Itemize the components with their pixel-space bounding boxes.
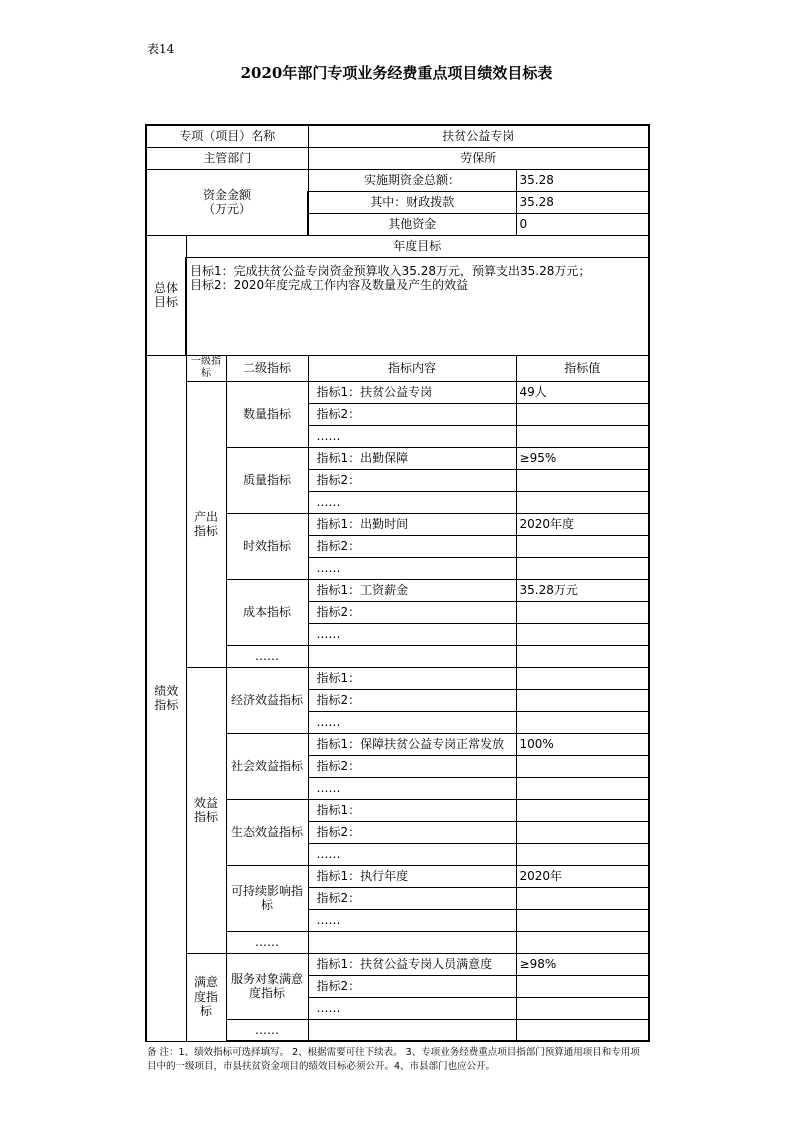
indicator-content: 指标1：工资薪金 [308, 579, 516, 601]
indicator-value [516, 909, 649, 931]
indicator-value: 35.28万元 [516, 579, 649, 601]
funds-label-line1: 资金金额 [203, 187, 252, 202]
indicator-content: 指标2： [308, 535, 516, 557]
empty-cell [516, 1019, 649, 1041]
indicator-content: 指标1： [308, 667, 516, 689]
output-indicator-label: 产出指标 [186, 381, 226, 667]
output-more-ellipsis: …… [226, 645, 308, 667]
indicator-value [516, 403, 649, 425]
sustainable-indicator-label: 可持续影响指标 [226, 865, 308, 931]
footnote: 备 注：1、绩效指标可选择填写。 2、根据需要可往下续表。 3、专项业务经费重点项目指部门预算通用项目和专用项目中的一级项目，市县扶贫资金项目的绩效目标必须公开。4、市县部门也应公开。 [147, 1047, 640, 1073]
economic-indicator-label: 经济效益指标 [226, 667, 308, 733]
indicator-content: 指标1：扶贫公益专岗 [308, 381, 516, 403]
overall-goal-label: 总体目标 [146, 235, 186, 355]
indicator-value: 2020年度 [516, 513, 649, 535]
benefit-indicator-label: 效益指标 [186, 667, 226, 953]
indicator-content: 指标1：保障扶贫公益专岗正常发放 [308, 733, 516, 755]
empty-cell [516, 645, 649, 667]
satisfaction-indicator-label: 满意度指标 [186, 953, 226, 1041]
indicator-value: 100% [516, 733, 649, 755]
indicator-value [516, 821, 649, 843]
funds-other-label: 其他资金 [308, 213, 516, 235]
ecological-indicator-label: 生态效益指标 [226, 799, 308, 865]
indicator-value [516, 667, 649, 689]
indicator-ellipsis: …… [308, 623, 516, 645]
indicator-content: 指标1：执行年度 [308, 865, 516, 887]
indicator-value [516, 887, 649, 909]
indicator-ellipsis: …… [308, 997, 516, 1019]
funds-fiscal-label: 其中：财政拨款 [308, 191, 516, 213]
social-indicator-label: 社会效益指标 [226, 733, 308, 799]
project-name-value: 扶贫公益专岗 [308, 125, 649, 147]
indicator-value: ≥98% [516, 953, 649, 975]
indicator-content: 指标2： [308, 821, 516, 843]
department-label: 主管部门 [146, 147, 308, 169]
indicator-value [516, 975, 649, 997]
indicator-value [516, 755, 649, 777]
content-header: 指标内容 [308, 355, 516, 381]
indicator-content: 指标2： [308, 403, 516, 425]
indicator-value [516, 425, 649, 447]
goal-1: 目标1：完成扶贫公益专岗资金预算收入35.28万元，预算支出35.28万元； [190, 263, 591, 278]
level2-header: 二级指标 [226, 355, 308, 381]
indicator-ellipsis: …… [308, 491, 516, 513]
indicator-value: 2020年 [516, 865, 649, 887]
indicator-ellipsis: …… [308, 909, 516, 931]
indicator-value [516, 491, 649, 513]
indicator-value [516, 799, 649, 821]
indicator-content: 指标1： [308, 799, 516, 821]
indicator-value [516, 689, 649, 711]
department-value: 劳保所 [308, 147, 649, 169]
quantity-indicator-label: 数量指标 [226, 381, 308, 447]
indicator-content: 指标2： [308, 689, 516, 711]
indicator-value [516, 601, 649, 623]
annual-goal-text [186, 257, 649, 355]
table-number-label: 表14 [147, 42, 175, 56]
benefit-more-ellipsis: …… [226, 931, 308, 953]
indicator-value [516, 711, 649, 733]
funds-label-line2: （万元） [203, 202, 252, 216]
indicator-content: 指标1：扶贫公益专岗人员满意度 [308, 953, 516, 975]
performance-indicator-label: 绩效指标 [146, 355, 186, 1041]
indicator-ellipsis: …… [308, 557, 516, 579]
indicator-value [516, 535, 649, 557]
indicator-value [516, 843, 649, 865]
annual-goal-label: 年度目标 [186, 235, 649, 257]
indicator-content: 指标1：出勤时间 [308, 513, 516, 535]
performance-goal-table [145, 124, 650, 1042]
empty-cell [308, 931, 516, 953]
funds-label [146, 169, 308, 235]
funds-other-value: 0 [516, 213, 649, 235]
indicator-ellipsis: …… [308, 777, 516, 799]
empty-cell [308, 645, 516, 667]
indicator-value [516, 623, 649, 645]
service-satisfaction-label: 服务对象满意度指标 [226, 953, 308, 1019]
empty-cell [308, 1019, 516, 1041]
satisfaction-more-ellipsis: …… [226, 1019, 308, 1041]
indicator-content: 指标2： [308, 755, 516, 777]
indicator-value: 49人 [516, 381, 649, 403]
indicator-value [516, 557, 649, 579]
funds-fiscal-value: 35.28 [516, 191, 649, 213]
funds-total-value: 35.28 [516, 169, 649, 191]
quality-indicator-label: 质量指标 [226, 447, 308, 513]
indicator-ellipsis: …… [308, 425, 516, 447]
indicator-content: 指标2： [308, 975, 516, 997]
indicator-ellipsis: …… [308, 843, 516, 865]
indicator-content: 指标2： [308, 469, 516, 491]
project-name-label: 专项（项目）名称 [146, 125, 308, 147]
value-header: 指标值 [516, 355, 649, 381]
indicator-content: 指标2： [308, 601, 516, 623]
indicator-ellipsis: …… [308, 711, 516, 733]
cost-indicator-label: 成本指标 [226, 579, 308, 645]
timeliness-indicator-label: 时效指标 [226, 513, 308, 579]
indicator-value [516, 469, 649, 491]
empty-cell [516, 931, 649, 953]
level1-header: 一级指标 [186, 355, 226, 381]
funds-total-label: 实施期资金总额： [308, 169, 516, 191]
indicator-content: 指标1：出勤保障 [308, 447, 516, 469]
indicator-value [516, 997, 649, 1019]
indicator-value [516, 777, 649, 799]
indicator-content: 指标2： [308, 887, 516, 909]
goal-2: 目标2：2020年度完成工作内容及数量及产生的效益 [190, 277, 469, 292]
page-title: 2020年部门专项业务经费重点项目绩效目标表 [240, 64, 553, 82]
indicator-value: ≥95% [516, 447, 649, 469]
